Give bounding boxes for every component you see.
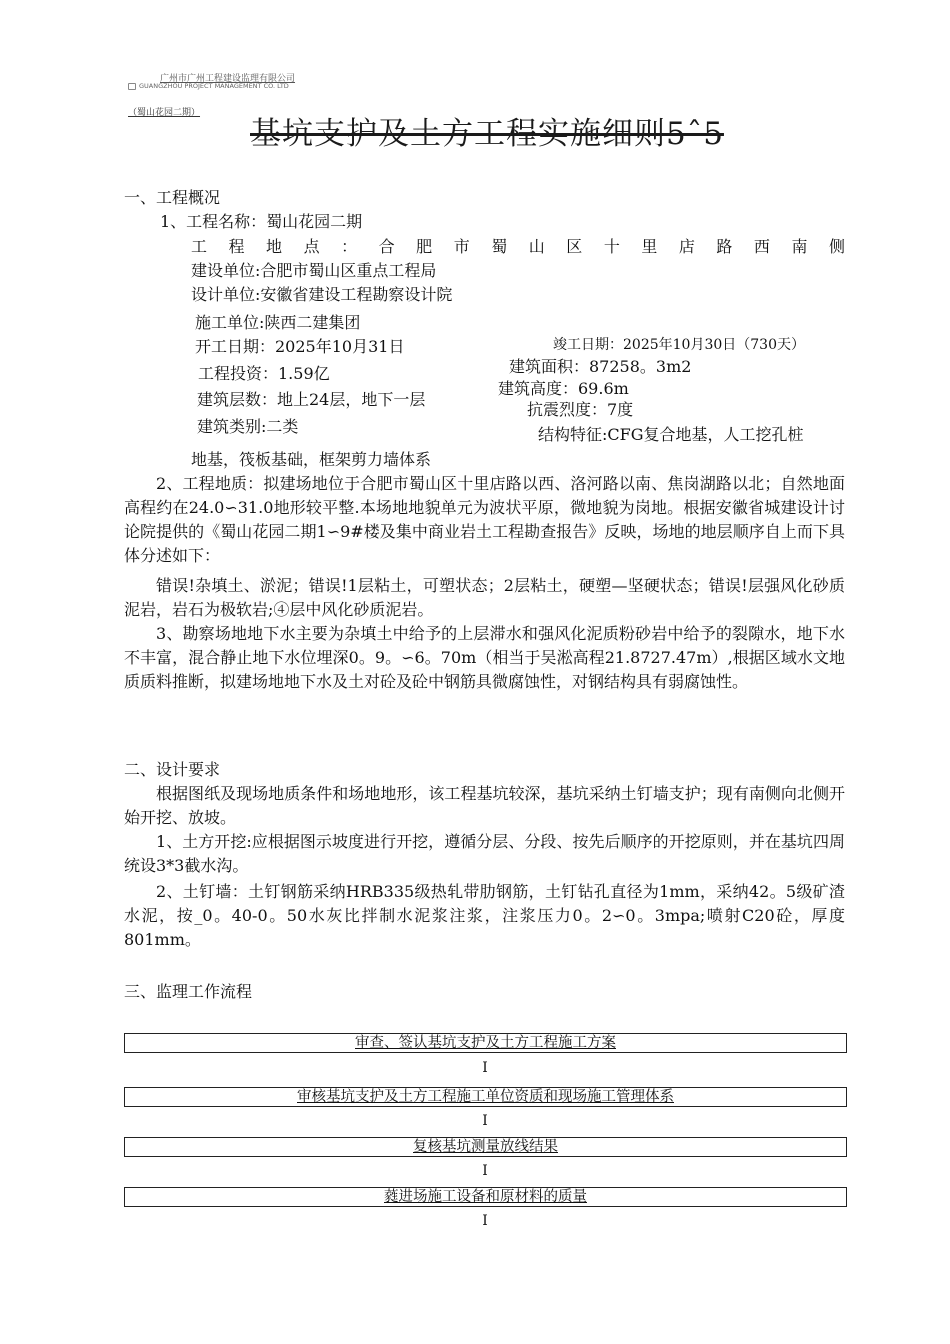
soil-nail-requirement: 2、土钉墙：土钉钢筋采纳HRB335级热轧带肋钢筋，土钉钻孔直径为1mm，采纳42。5级矿渣水泥，按_0。40-0。50水灰比拌制水泥浆注浆，注浆压力0。2∽0。3mpa;喷射C20砼，厚度801mm。 [124,882,845,949]
company-name-en: GUANGZHOU PROJECT MANAGEMENT CO. LTD [128,82,289,90]
building-area: 建筑面积：87258。3m2 [509,357,692,376]
start-date: 开工日期：2025年10月31日 [195,337,405,356]
flow-arrow-4: I [482,1213,488,1229]
document-title: 基坑支护及土方工程实施细则5ˆ5 [250,116,724,152]
flow-arrow-2: I [482,1113,488,1129]
project-tag: （蜀山花园二期） [128,108,201,118]
flow-step-2: 审核基坑支护及土方工程施工单位资质和现场施工管理体系 [124,1087,847,1107]
flow-step-1: 审查、签认基坑支护及土方工程施工方案 [124,1033,847,1053]
completion-date: 竣工日期：2025年10月30日（730天） [553,337,805,353]
project-name: 1、工程名称：蜀山花园二期 [160,212,363,231]
geology-paragraph: 2、工程地质：拟建场地位于合肥市蜀山区十里店路以西、洛河路以南、焦岗湖路以北；自然地面高程约在24.0∽31.0地形较平整.本场地地貌单元为波状平原，微地貌为岗地。根据安徽省城建设计讨论院提供的《蜀山花园二期1∽9#楼及集中商业岩土工程勘查报告》反映，场地的地层顺序自上而下具体分述如下： [124,474,845,565]
building-height: 建筑高度：69.6m [498,379,629,398]
seismic-intensity: 抗震烈度：7度 [527,400,634,419]
flow-arrow-3: I [482,1163,488,1179]
design-intro: 根据图纸及现场地质条件和场地地形，该工程基坑较深，基坑采纳土钉墙支护；现有南侧向北侧开始开挖、放坡。 [124,784,845,827]
building-category: 建筑类别:二类 [197,417,299,436]
construction-unit: 施工单位:陕西二建集团 [195,313,361,332]
builder-unit: 建设单位:合肥市蜀山区重点工程局 [191,261,437,280]
flow-step-3: 复核基坑测量放线结果 [124,1137,847,1157]
flow-step-4: 蕤进场施工设备和原材料的质量 [124,1187,847,1207]
earthwork-requirement: 1、土方开挖:应根据图示坡度进行开挖，遵循分层、分段、按先后顺序的开挖原则，并在基坑四周统设3*3截水沟。 [124,832,845,875]
project-location: 工程地点：合肥市蜀山区十里店路西南侧 [191,237,845,256]
design-unit: 设计单位:安徽省建设工程勘察设计院 [191,285,453,304]
section3-heading: 三、监理工作流程 [124,982,253,1001]
section1-heading: 一、工程概况 [124,188,221,207]
building-floors: 建筑层数：地上24层，地下一层 [197,390,426,409]
company-name: 广州市广州工程建设监理有限公司 [160,74,296,84]
flow-arrow-1: I [482,1060,488,1076]
structure-type-cont: 地基，筏板基础，框架剪力墙体系 [191,450,432,469]
groundwater-paragraph: 3、勘察场地地下水主要为杂填土中给予的上层滞水和强风化泥质粉砂岩中给予的裂隙水，地下水不丰富，混合静止地下水位埋深0。9。∽6。70m（相当于吴淞高程21.8727.47m）,根据区域水文地质质料推断，拟建场地地下水及土对砼及砼中钢筋具微腐蚀性，对钢结构具有弱腐蚀性。 [124,624,845,691]
structure-type: 结构特征:CFG复合地基，人工挖孔桩 [538,425,804,444]
logo-icon [128,83,136,90]
soil-layers-paragraph: 错误!杂填土、淤泥；错误!1层粘土，可塑状态；2层粘土，硬塑—坚硬状态；错误!层强风化砂质泥岩，岩石为极软岩;④层中风化砂质泥岩。 [124,576,845,619]
section2-heading: 二、设计要求 [124,760,221,779]
investment: 工程投资：1.59亿 [198,364,330,383]
